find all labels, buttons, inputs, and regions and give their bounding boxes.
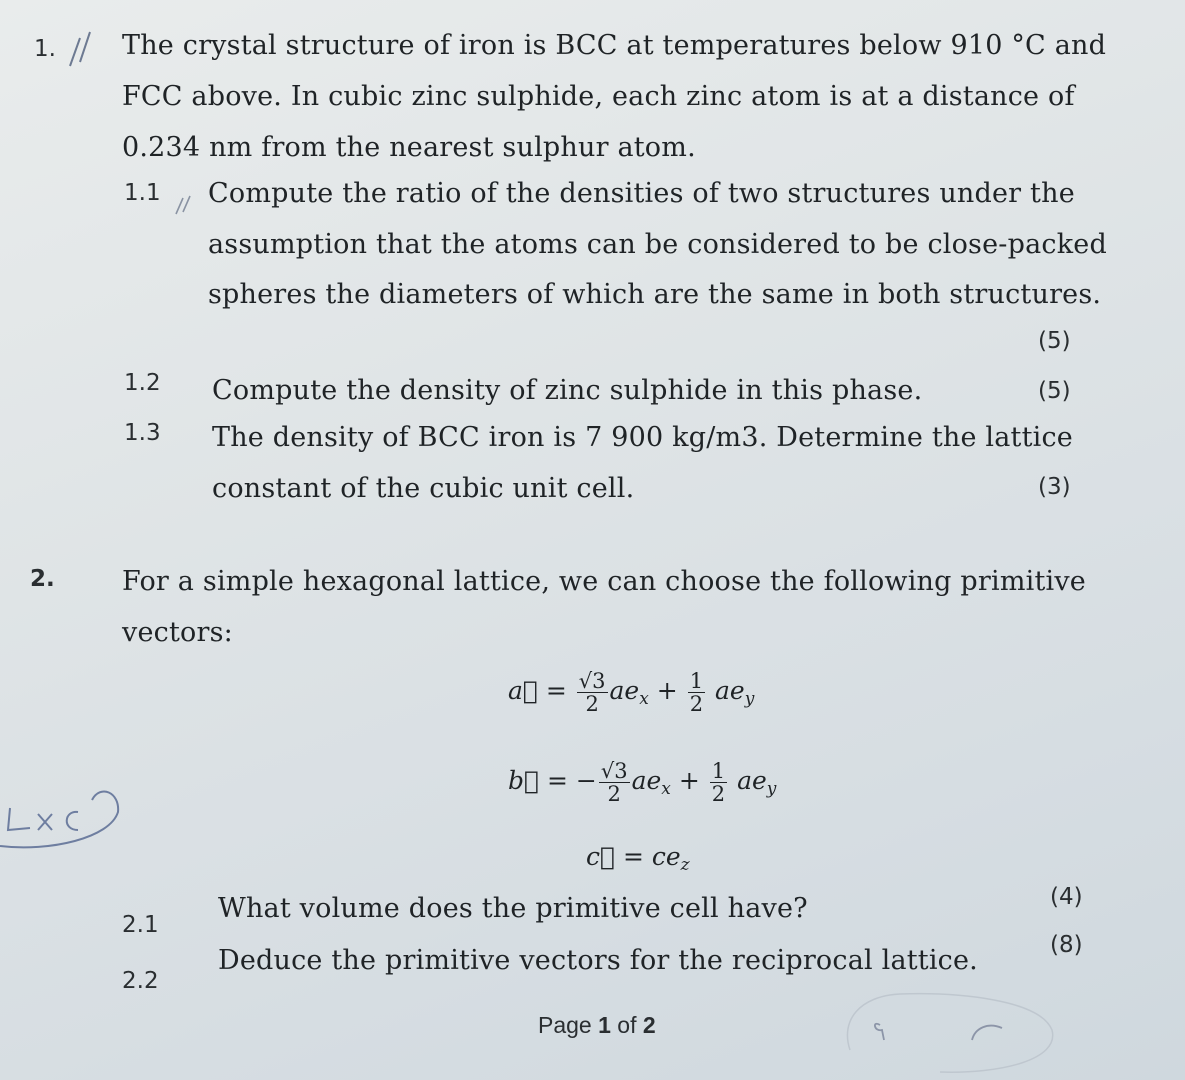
question-1-intro-line-3: 0.234 nm from the nearest sulphur atom. bbox=[122, 132, 696, 163]
eq-b-term-2: ae bbox=[737, 766, 767, 796]
question-2-number: 2. bbox=[30, 566, 55, 592]
tick-mark-q1 bbox=[70, 32, 90, 66]
eq-b-equals: = bbox=[546, 766, 568, 796]
question-1-2-marks: (5) bbox=[1038, 378, 1071, 404]
eq-a-fraction-2: $\frac{1}{2}$ bbox=[689, 669, 704, 717]
question-1-3-marks: (3) bbox=[1038, 474, 1071, 500]
question-1-1-number: 1.1 bbox=[124, 180, 161, 206]
eq-c-term: ce bbox=[651, 842, 681, 871]
equation-vector-b: b⃗ = − $\frac{√3}{2}$ $ae_x$ + $\frac{1}{2}$ $ae_y$ bbox=[508, 759, 777, 807]
question-1-number: 1. bbox=[34, 36, 56, 62]
question-2-1-number: 2.1 bbox=[122, 912, 159, 938]
question-1-intro-line-1: The crystal structure of iron is BCC at temperatures below 910 °C and bbox=[122, 30, 1107, 61]
question-2-2-marks: (8) bbox=[1050, 932, 1083, 958]
question-1-intro-line-2: FCC above. In cubic zinc sulphide, each zinc atom is at a distance of bbox=[122, 81, 1075, 112]
question-2-intro-line-1: For a simple hexagonal lattice, we can choose the following primitive bbox=[122, 566, 1086, 597]
question-2-2-number: 2.2 bbox=[122, 968, 159, 994]
equation-vector-c: c⃗ = $ce_z$ bbox=[586, 842, 690, 875]
question-1-2-number: 1.2 bbox=[124, 370, 161, 396]
eq-a-equals: = bbox=[545, 676, 567, 706]
eq-b-lhs: b⃗ bbox=[508, 766, 540, 796]
margin-scribble-bottom-right bbox=[847, 994, 1052, 1072]
eq-c-lhs: c⃗ bbox=[586, 842, 616, 871]
eq-a-lhs: a⃗ bbox=[508, 676, 538, 706]
question-1-1-marks: (5) bbox=[1038, 328, 1071, 354]
page-current: 1 bbox=[598, 1012, 611, 1038]
equation-vector-a: a⃗ = $\frac{√3}{2}$ $ae_x$ + $\frac{1}{2}$ $ae_y$ bbox=[508, 669, 755, 717]
question-1-1-line-1: Compute the ratio of the densities of two structures under the bbox=[208, 178, 1075, 209]
question-2-intro-line-2: vectors: bbox=[122, 617, 233, 648]
page-footer: Page 1 of 2 bbox=[538, 1012, 656, 1038]
question-1-3-number: 1.3 bbox=[124, 420, 161, 446]
question-1-1-line-2: assumption that the atoms can be considered to be close-packed bbox=[208, 229, 1107, 260]
eq-b-fraction-2: $\frac{1}{2}$ bbox=[711, 759, 726, 807]
eq-b-sign: − bbox=[575, 766, 597, 796]
question-1-3-line-2: constant of the cubic unit cell. bbox=[212, 473, 635, 504]
page-total: 2 bbox=[642, 1012, 656, 1038]
question-2-1-marks: (4) bbox=[1050, 884, 1083, 910]
eq-b-term-1: ae bbox=[631, 766, 662, 796]
eq-a-term-1: ae bbox=[609, 676, 640, 706]
eq-a-term-2: ae bbox=[715, 676, 745, 706]
margin-note-lxc bbox=[0, 791, 118, 847]
question-2-2-text: Deduce the primitive vectors for the reciprocal lattice. bbox=[218, 945, 978, 976]
question-2-1-text: What volume does the primitive cell have? bbox=[218, 893, 808, 924]
question-1-2-text: Compute the density of zinc sulphide in this phase. bbox=[212, 375, 923, 406]
question-1-3-line-1: The density of BCC iron is 7 900 kg/m3. Determine the lattice bbox=[212, 422, 1073, 453]
question-1-1-line-3: spheres the diameters of which are the same in both structures. bbox=[208, 279, 1102, 310]
tick-mark-q1-1 bbox=[176, 196, 190, 214]
eq-c-equals: = bbox=[622, 842, 644, 871]
eq-a-fraction-1: $\frac{√3}{2}$ bbox=[578, 669, 606, 717]
eq-b-fraction-1: $\frac{√3}{2}$ bbox=[600, 759, 628, 807]
